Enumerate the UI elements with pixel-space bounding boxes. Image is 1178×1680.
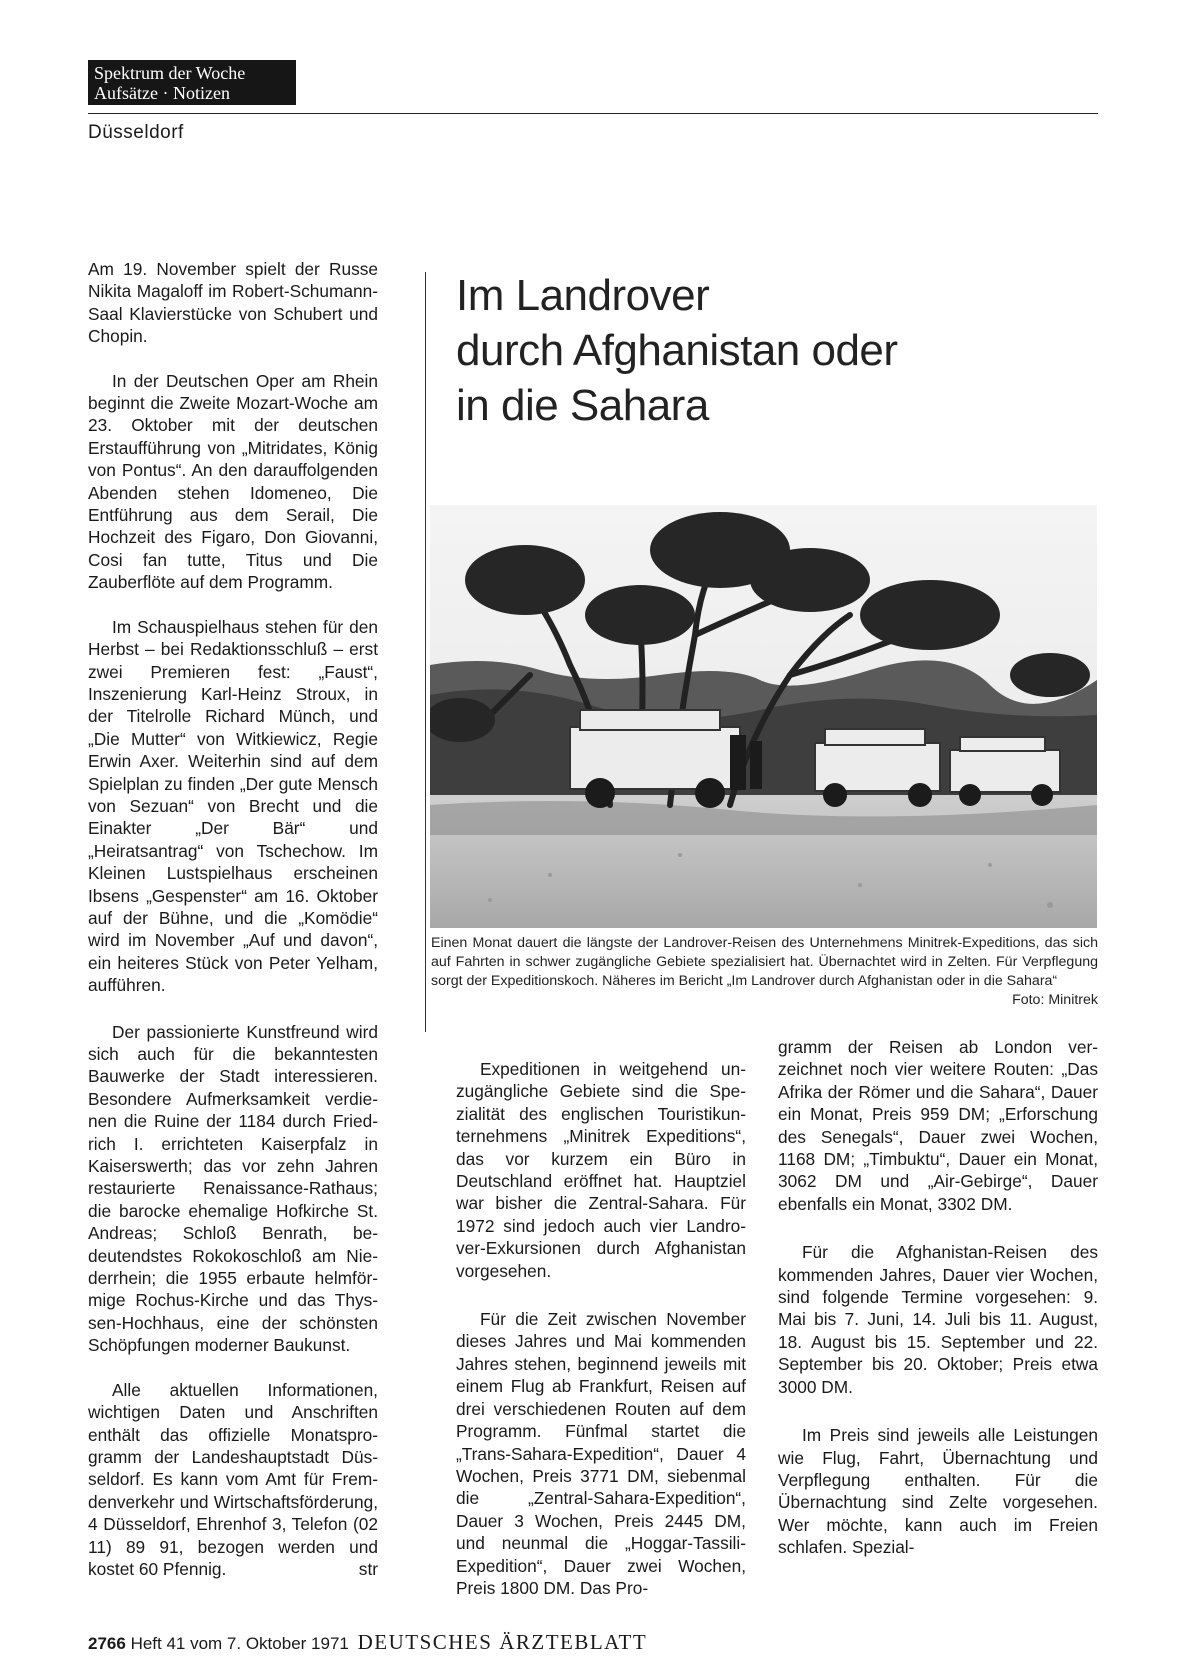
paragraph: Expeditionen in weitgehend unzugängliche Gebiete sind die Spezialität des englischen Touristikunternehmens „Minitrek Expeditions“, das vor kurzem ein Büro in Deutschland eröffnet hat. Hauptziel war bisher die Zentral-Sahara. Für 1972 sind jedoch auch vier Landrover-Exkursionen durch Afghanistan vorgesehen. [456,1059,746,1281]
article-column-right [778,1036,1098,1559]
paragraph: Für die Afghanistan-Reisen des kommenden Jahres, Dauer vier Wochen, sind folgende Termine vorgesehen: 9. Mai bis 7. Juni, 14. Juli bis 11. August, 18. August bis 15. September und 22. September bis 20. Oktober; Preis etwa 3000 DM. [778,1242,1098,1397]
left-column [88,258,378,1580]
issue-info: Heft 41 vom 7. Oktober 1971 [130,1634,349,1653]
paragraph: Für die Zeit zwischen November dieses Jahres und Mai kommenden Jahres stehen, beginnend jeweils mit einem Flug ab Frankfurt, Reisen auf drei verschiedenen Routen auf dem Programm. Fünfmal startet die „Trans-Sahara-Expedition“, Dauer 4 Wochen, Preis 3771 DM, siebenmal die „Zentral-Sahara-Expedition“, Dauer 3 Wochen, Preis 2445 DM, und neunmal die „Hoggar-Tassili-Expedition“, Dauer zwei Wochen, Preis 1800 DM. Das Pro- [456,1309,746,1598]
caption-text: Einen Monat dauert die längste der Landrover-Reisen des Unternehmens Minitrek-Expeditions, das sich auf Fahrten in schwer zugängliche Gebiete spezialisiert hat. Übernachtet wird in Zelten. Für Verpflegung sorgt der Expeditionskoch. Näheres im Bericht „Im Landrover durch Afghanistan oder in die Sahara“ [431,935,1098,989]
paragraph: In der Deutschen Oper am Rhein beginnt die Zweite Mozart-Woche am 23. Oktober mit der deutschen Erstaufführung von „Mitridates, König von Pontus“. An den darauffolgenden Abenden stehen Idomeneo, Die Entführung aus dem Serail, Die Hochzeit des Figaro, Don Giovanni, Cosi fan tutte, Titus und Die Zauberflöte auf dem Programm. [88,370,378,593]
paragraph: Der passionierte Kunstfreund wird sich auch für die bekanntesten Bauwerke der Stadt interessieren. Besondere Aufmerksamkeit verdienen die Ruine der 1184 durch Friedrich I. errichteten Kaiserpfalz in Kaiserswerth; das vor zehn Jahren restaurierte Renaissance-Rathaus; die barocke ehemalige Hofkirche St. Andreas; Schloß Benrath, bedeutendstes Rokokoschloß am Niederrhein; die 1955 erbaute helmförmige Rochus-Kirche und das Thyssen-Hochhaus, eine der schönsten Schöpfungen moderner Baukunst. [88,1021,378,1356]
article-column-middle [456,1058,746,1599]
paragraph [88,1379,378,1581]
badge-line-1: Spektrum der Woche [94,63,246,83]
author-sign: str [358,1558,378,1579]
article-headline [456,268,898,433]
headline-line: in die Sahara [456,381,709,430]
paragraph-text: Alle aktuellen Informationen, wichtigen Daten und Anschriften enthält das offizielle Monatsprogramm der Landeshauptstadt Düsseldorf. Es kann vom Amt für Fremdenverkehr und Wirtschaftsförderung, 4 Düsseldorf, Ehrenhof 3, Telefon (02 11) 89 91, bezogen werden und kostet 60 Pfennig. [88,1379,378,1579]
headline-line: Im Landrover [456,271,710,320]
badge-line-2: Aufsätze · Notizen [94,83,230,103]
section-badge [88,60,296,105]
magazine-name: DEUTSCHES ÄRZTEBLATT [357,1630,648,1654]
paragraph: Am 19. November spielt der Russe Nikita Magaloff im Robert-Schumann-Saal Klavierstücke von Schubert und Chopin. [88,259,378,347]
paragraph: Im Schauspielhaus stehen für den Herbst – bei Redaktionsschluß – erst zwei Premieren fest: „Faust“, Inszenierung Karl-Heinz Stroux, in der Titelrolle Richard Münch, und „Die Mutter“ von Witkiewicz, Regie Erwin Axer. Weiterhin sind auf dem Spielplan zu finden „Der gute Mensch von Sezuan“ von Brecht und die Einakter „Der Bär“ und „Heiratsantrag“ von Tschechow. Im Kleinen Lustspielhaus erscheinen Ibsens „Gespenster“ am 16. Oktober auf der Bühne, und die „Komödie“ wird im November „Auf und davon“, ein heiteres Stück von Peter Yelham, aufführen. [88,616,378,996]
headline-line: durch Afghanistan oder [456,326,898,375]
landrover-photo [430,505,1097,928]
header-rule [88,113,1098,114]
section-title: Düsseldorf [88,122,184,143]
paragraph: gramm der Reisen ab London verzeichnet noch vier weitere Routen: „Das Afrika der Römer und die Sahara“, Dauer ein Monat, Preis 959 DM; „Erforschung des Senegals“, Dauer zwei Wochen, 1168 DM; „Timbuktu“, Dauer ein Monat, 3062 DM und „Air-Gebirge“, Dauer ebenfalls ein Monat, 3302 DM. [778,1037,1098,1214]
column-divider [425,272,426,1032]
page-number: 2766 [88,1634,126,1653]
photo-credit: Foto: Minitrek [1012,992,1098,1008]
photo-caption [431,934,1098,1010]
paragraph: Im Preis sind jeweils alle Leistungen wie Flug, Fahrt, Übernachtung und Verpflegung enthalten. Für die Übernachtung sind Zelte vorgesehen. Wer möchte, kann auch im Freien schlafen. Spezial- [778,1425,1098,1558]
page-footer [88,1630,647,1655]
